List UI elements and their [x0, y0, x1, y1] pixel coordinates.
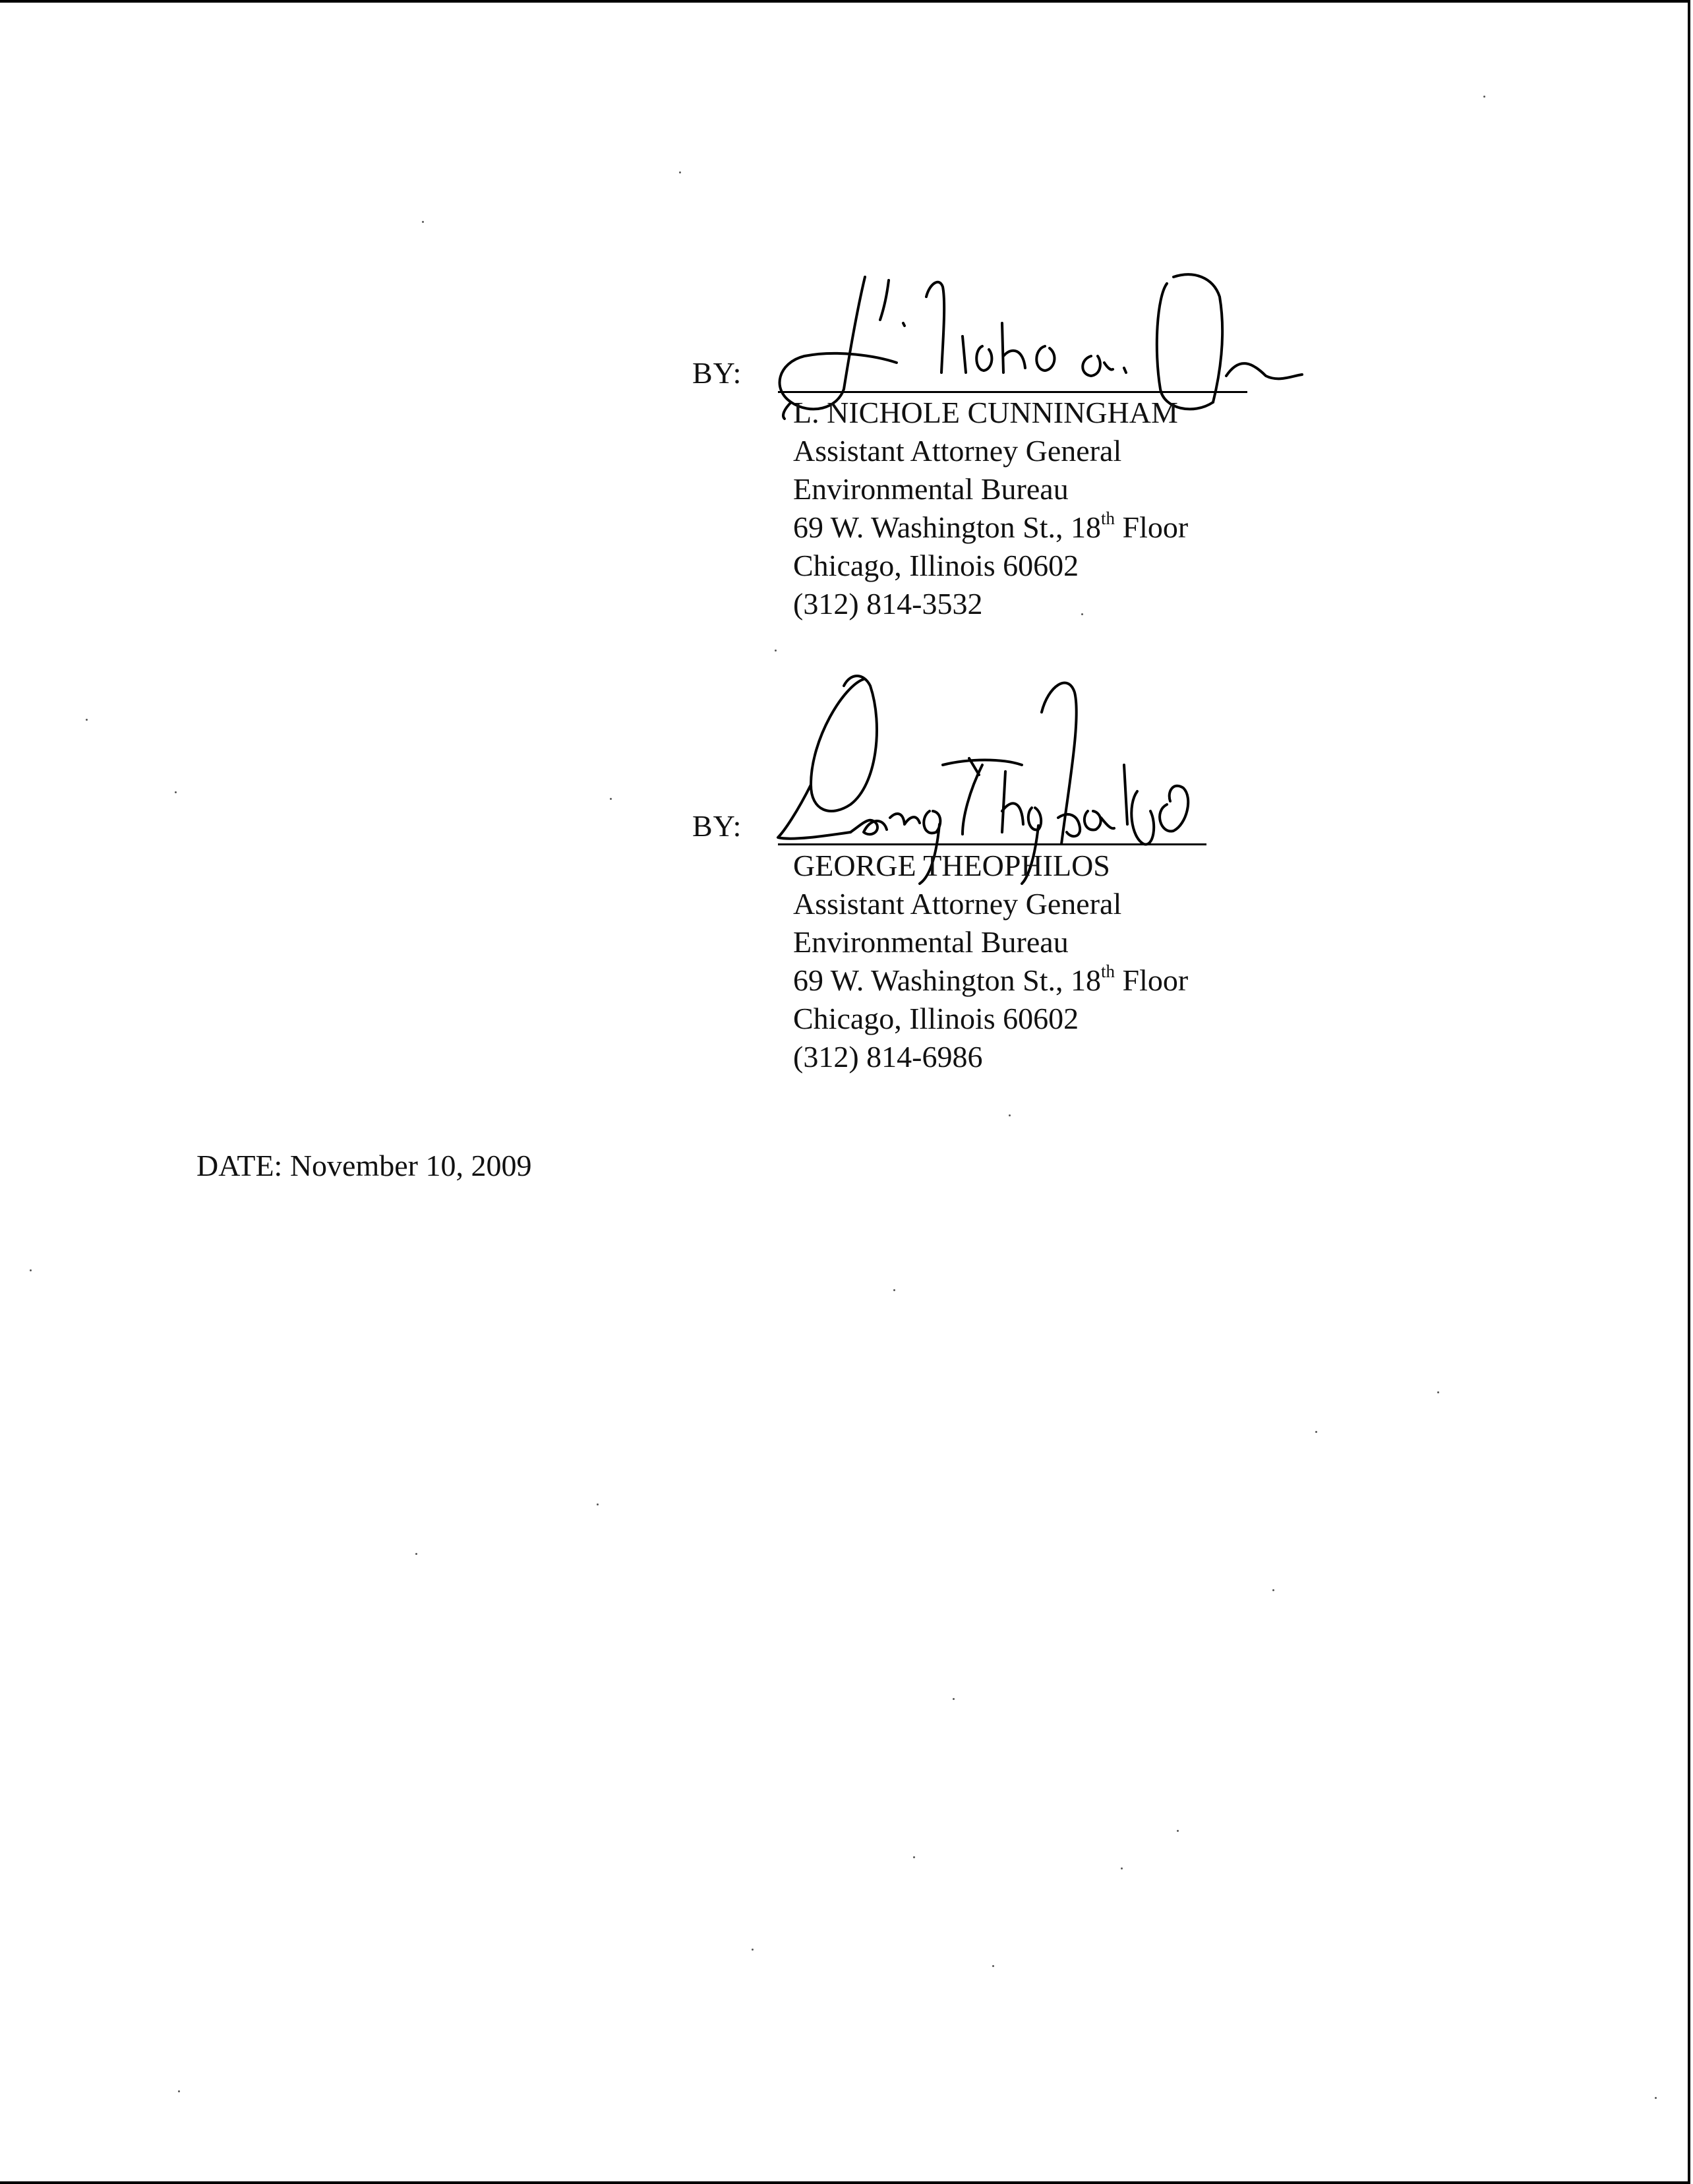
scan-speck [893, 1289, 895, 1291]
scan-speck [422, 221, 424, 223]
scan-speck [775, 650, 777, 652]
address-ordinal: th [1101, 508, 1115, 528]
scan-speck [1483, 96, 1485, 98]
signatory-address [793, 961, 1188, 1000]
address-floor: Floor [1115, 963, 1189, 997]
scan-speck [1437, 1391, 1439, 1393]
scan-speck [1009, 1114, 1011, 1116]
signatory-title: Assistant Attorney General [793, 434, 1122, 468]
signatory-phone: (312) 814-6986 [793, 1040, 983, 1074]
scan-speck [610, 798, 612, 800]
by-label: BY: [692, 356, 742, 390]
signatory-bureau: Environmental Bureau [793, 925, 1069, 959]
scan-speck [1121, 1867, 1123, 1869]
scan-speck [178, 2090, 180, 2092]
scan-speck [1272, 1589, 1274, 1591]
scan-speck [679, 171, 681, 173]
scan-speck [597, 1503, 599, 1505]
signatory-city: Chicago, Illinois 60602 [793, 549, 1079, 582]
address-street: 69 W. Washington St., 18 [793, 963, 1102, 997]
address-floor: Floor [1115, 510, 1189, 544]
address-ordinal: th [1101, 961, 1115, 981]
scan-speck [175, 791, 177, 793]
signatory-phone: (312) 814-3532 [793, 587, 983, 621]
scan-speck [1315, 1431, 1317, 1433]
signatory-name: L. NICHOLE CUNNINGHAM [793, 396, 1178, 429]
address-street: 69 W. Washington St., 18 [793, 510, 1102, 544]
scan-speck [752, 1949, 754, 1951]
scan-speck [1177, 1830, 1179, 1832]
document-date: DATE: November 10, 2009 [196, 1149, 532, 1182]
signatory-block-cunningham [793, 394, 1188, 623]
signatory-name: GEORGE THEOPHILOS [793, 849, 1110, 882]
signatory-address [793, 508, 1188, 547]
scan-speck [992, 1965, 994, 1967]
signatory-city: Chicago, Illinois 60602 [793, 1002, 1079, 1035]
scan-speck [953, 1698, 955, 1700]
scan-speck [913, 1856, 915, 1858]
signature-line [778, 843, 1206, 845]
scan-speck [30, 1269, 32, 1271]
scan-speck [86, 719, 88, 721]
signatory-block-theophilos [793, 847, 1188, 1076]
scan-speck [1081, 613, 1083, 615]
signatory-bureau: Environmental Bureau [793, 472, 1069, 506]
scan-speck [415, 1553, 417, 1555]
by-label: BY: [692, 809, 742, 843]
signature-line [778, 391, 1247, 393]
scan-speck [1655, 2097, 1657, 2099]
signatory-title: Assistant Attorney General [793, 887, 1122, 921]
